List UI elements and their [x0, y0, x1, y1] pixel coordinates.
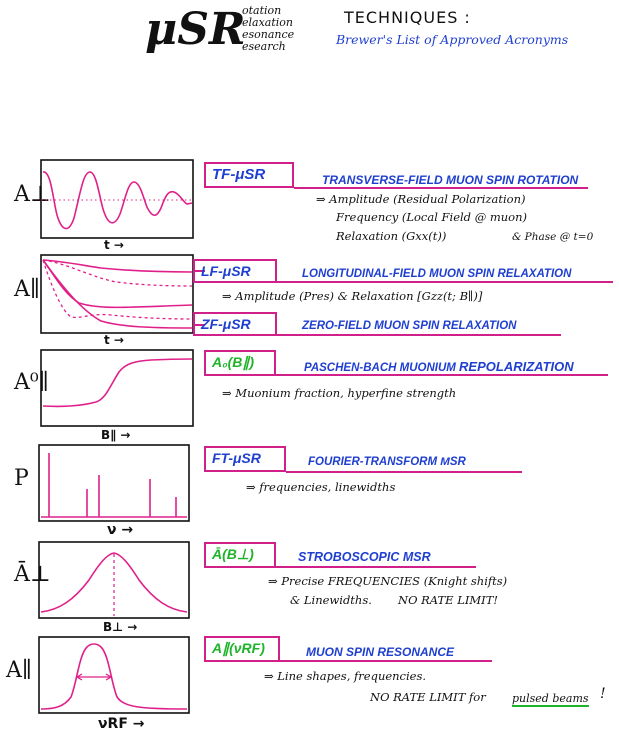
note-a0-1: ⇒ Muonium fraction, hyperfine strength: [222, 386, 457, 400]
note-res-3: pulsed beams: [512, 692, 589, 705]
note-tf-3: Relaxation (Gxx(t)): [336, 229, 447, 243]
underline-zf: [277, 334, 561, 336]
acronym-line-4: esearch: [242, 40, 286, 53]
note-tf-1: ⇒ Amplitude (Residual Polarization): [316, 192, 526, 206]
acronym-line-3: esonance: [242, 28, 295, 41]
plot-tf: [41, 160, 193, 238]
note-lf-1: ⇒ Amplitude (Pres) & Relaxation [Gzz(t; B∥)]: [222, 289, 483, 303]
xlabel-nu: ν →: [107, 522, 134, 538]
xlabel-t-2: t →: [104, 333, 124, 347]
box-lf-musr: LF-μSR: [193, 259, 277, 283]
desc-a0-bold: REPOLARIZATION: [459, 359, 574, 374]
musr-logo: μSR: [145, 4, 246, 55]
page-subtitle: Brewer's List of Approved Acronyms: [336, 32, 569, 47]
desc-lf: LONGITUDINAL-FIELD MUON SPIN RELAXATION: [302, 268, 572, 280]
desc-tf: TRANSVERSE-FIELD MUON SPIN ROTATION: [322, 173, 579, 187]
desc-resonance: MUON SPIN RESONANCE: [306, 645, 455, 659]
plot-ft: [39, 445, 189, 521]
note-res-1: ⇒ Line shapes, frequencies.: [264, 669, 427, 683]
underline-ft: [286, 471, 522, 473]
note-strobo-2: & Linewidths.: [290, 593, 372, 607]
ylabel-abar-perp: Ā⊥: [14, 562, 51, 587]
resonance-peak: [41, 644, 187, 709]
desc-strobo: STROBOSCOPIC ΜSR: [298, 550, 431, 564]
acronym-line-2: elaxation: [242, 16, 293, 29]
box-ft-musr: FT-μSR: [204, 446, 286, 472]
note-tf-2: Frequency (Local Field @ muon): [336, 210, 527, 224]
desc-ft: FOURIER-TRANSFORM ΜSR: [308, 456, 466, 468]
xlabel-nu-rf: νRF →: [98, 716, 145, 732]
ylabel-a-par-2: A∥: [6, 658, 33, 683]
plot-repolarization: [41, 350, 193, 426]
underline-resonance: [280, 660, 492, 662]
lf-curve-mid: [43, 260, 192, 307]
lf-curve-dash: [43, 260, 192, 286]
note-ft-1: ⇒ frequencies, linewidths: [246, 480, 396, 494]
underline-a0: [276, 374, 608, 376]
lf-curve-top: [43, 260, 192, 272]
plot-stroboscopic: [39, 542, 189, 618]
note-strobo-1: ⇒ Precise FREQUENCIES (Knight shifts): [268, 574, 508, 588]
xlabel-b-par: B∥ →: [101, 428, 131, 442]
desc-a0: [304, 359, 574, 374]
plot-lf-zf: [41, 255, 193, 333]
note-tf-4: & Phase @ t=0: [512, 231, 594, 243]
xlabel-t: t →: [104, 238, 124, 252]
box-abar-b: Ā(B⊥): [204, 542, 276, 568]
box-tf-musr: TF-μSR: [204, 162, 294, 188]
note-res-4: !: [600, 686, 606, 702]
resonance-width-arrow: [77, 674, 111, 680]
underline-tf: [294, 187, 588, 189]
desc-zf: ZERO-FIELD MUON SPIN RELAXATION: [302, 320, 517, 332]
note-strobo-3: NO RATE LIMIT!: [398, 593, 498, 607]
ylabel-p: P: [14, 466, 29, 491]
ylabel-a0-par: A⁰∥: [14, 370, 49, 395]
repolarization-curve: [43, 359, 192, 406]
underline-strobo: [276, 566, 476, 568]
box-a0-b: A₀(B∥): [204, 350, 276, 376]
box-a-nu-rf: A∥(νRF): [204, 636, 280, 662]
ylabel-a-par: A∥: [14, 277, 41, 302]
xlabel-b-perp: B⊥ →: [103, 620, 138, 634]
desc-a0-text: PASCHEN-BACH MUONIUM: [304, 362, 456, 374]
plot-resonance: [39, 637, 189, 713]
acronym-line-1: otation: [242, 4, 282, 17]
underline-lf: [277, 281, 613, 283]
ylabel-a-perp: A⊥: [14, 182, 51, 207]
note-res-2: NO RATE LIMIT for: [370, 690, 486, 704]
page-title: TECHNIQUES :: [344, 8, 471, 27]
box-zf-musr: ZF-μSR: [193, 312, 277, 336]
